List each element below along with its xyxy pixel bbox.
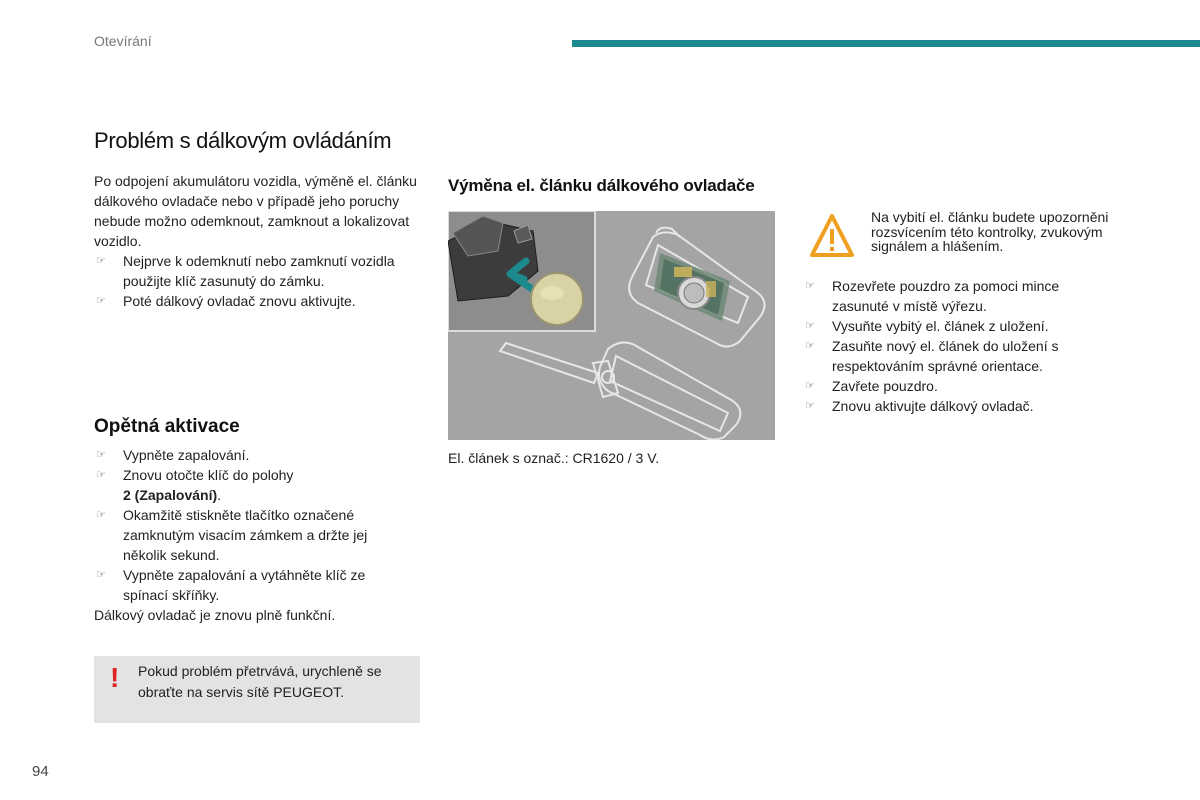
intro-paragraph: Po odpojení akumulátoru vozidla, výměně el. článku dálkového ovladače nebo v případě jeho poruchy nebude možno odemknout, zamknout a lokalizovat vozidlo. (94, 173, 417, 249)
remote-battery-illustration (448, 211, 775, 440)
list-item: ☞ Znovu aktivujte dálkový ovladač. (803, 396, 1103, 416)
list-item: ☞ Rozevřete pouzdro za pomoci mince zasunuté v místě výřezu. (803, 276, 1103, 316)
reactivation-heading: Opětná aktivace (94, 416, 240, 437)
step-text-end: . (217, 487, 222, 503)
intro-section (94, 171, 424, 311)
page-number: 94 (32, 763, 49, 780)
list-item: ☞ Zavřete pouzdro. (803, 376, 1103, 396)
warning-triangle-icon (809, 212, 855, 260)
list-item (94, 465, 424, 505)
section-label: Otevírání (94, 33, 152, 49)
list-item: ☞ Zasuňte nový el. článek do uložení s respektováním správné orientace. (803, 336, 1103, 376)
list-item: ☞ Nejprve k odemknutí nebo zamknutí vozidla použijte klíč zasunutý do zámku. (94, 251, 424, 291)
page-title: Problém s dálkovým ovládáním (94, 128, 392, 153)
warning-text: Na vybití el. článku budete upozorněni rozsvícením této kontrolky, zvukovým signálem a hlášením. (871, 209, 1109, 254)
list-item: ☞ Poté dálkový ovladač znovu aktivujte. (94, 291, 424, 311)
list-item: ☞ Vypněte zapalování. (94, 445, 424, 465)
header-accent-bar (572, 40, 1200, 47)
list-item: ☞ Vypněte zapalování a vytáhněte klíč ze spínací skříňky. (94, 565, 424, 605)
notice-text: Pokud problém přetrvává, urychleně se obraťte na servis sítě PEUGEOT. (138, 663, 382, 700)
notice-box (94, 656, 420, 723)
battery-caption: El. článek s označ.: CR1620 / 3 V. (448, 450, 660, 466)
battery-heading: Výměna el. článku dálkového ovladače (448, 176, 755, 195)
remote-key-drawing (448, 211, 775, 440)
step-text: Znovu otočte klíč do polohy (123, 467, 294, 483)
list-item: ☞ Vysuňte vybitý el. článek z uložení. (803, 316, 1103, 336)
exclamation-icon: ! (110, 662, 120, 693)
result-text: Dálkový ovladač je znovu plně funkční. (94, 607, 336, 623)
list-item: ☞ Okamžitě stiskněte tlačítko označené zamknutým visacím zámkem a držte jej několik sekund. (94, 505, 424, 565)
step-bold-text: 2 (Zapalování) (123, 487, 218, 503)
battery-steps (803, 276, 1103, 416)
reactivation-steps (94, 445, 424, 625)
